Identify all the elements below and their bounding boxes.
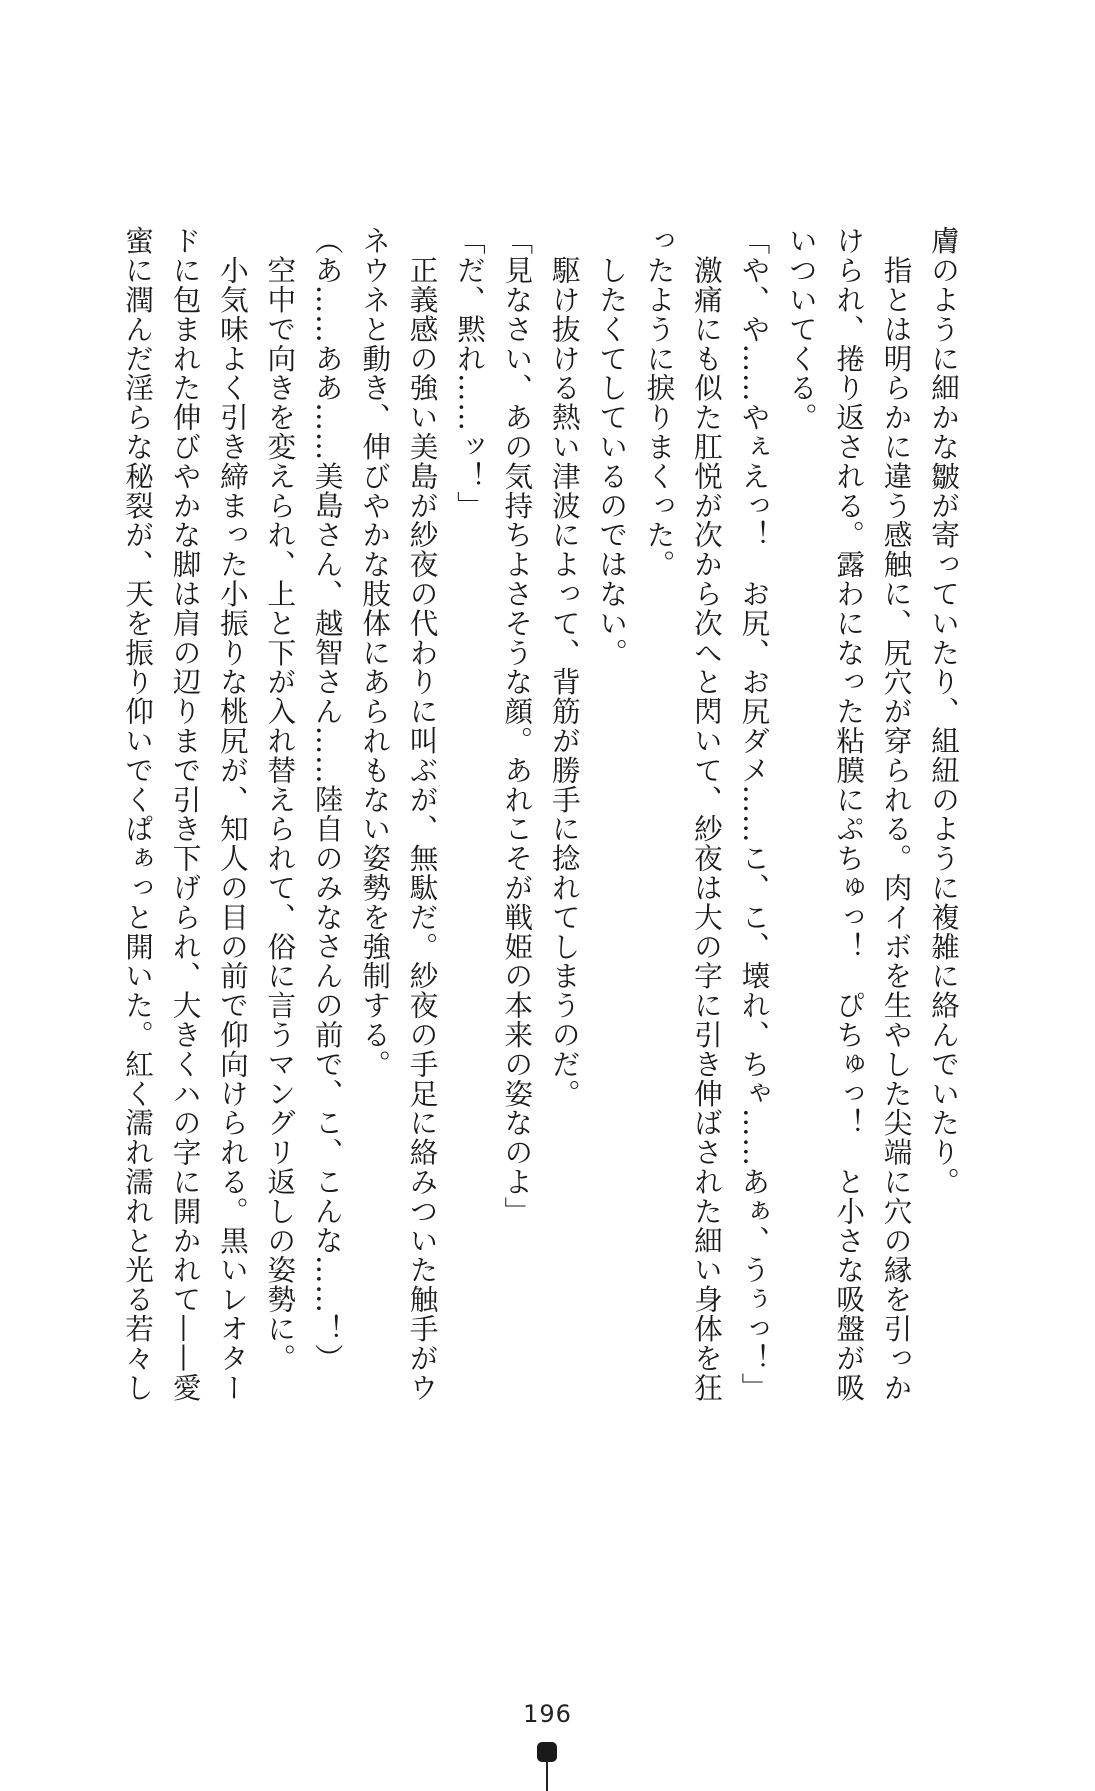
text-line: 指とは明らかに違う感触に、尻穴が穿られる。肉イボを生やした尖端に穴の縁を引っか (879, 226, 914, 1402)
page-marker-ornament (537, 1742, 557, 1762)
text-line: 正義感の強い美島が紗夜の代わりに叫ぶが、無駄だ。紗夜の手足に絡みついた触手がウ (405, 226, 440, 1402)
text-line: 激痛にも似た肛悦が次から次へと閃いて、紗夜は大の字に引き伸ばされた細い身体を狂 (689, 226, 724, 1402)
text-line: けられ、捲り返される。露わになった粘膜にぷちゅっ！ ぴちゅっ！ と小さな吸盤が吸 (832, 226, 867, 1402)
text-line: したくてしているのではない。 (595, 226, 630, 667)
text-line: ドに包まれた伸びやかな脚は肩の辺りまで引き下げられ、大きくハの字に開かれて——愛 (168, 226, 203, 1402)
text-line: いついてくる。 (784, 226, 819, 432)
vertical-text-block (114, 226, 967, 1416)
text-line: 小気味よく引き締まった小振りな桃尻が、知人の目の前で仰向けられる。黒いレオター (215, 226, 250, 1402)
page-divider-line (546, 1760, 548, 1791)
text-line: 空中で向きを変えられ、上と下が入れ替えられて、俗に言うマングリ返しの姿勢に。 (263, 226, 298, 1373)
text-line: 蜜に潤んだ淫らな秘裂が、天を振り仰いでくぱぁっと開いた。紅く濡れ濡れと光る若々し (121, 226, 156, 1402)
text-line: 「だ、黙れ……ッ！」 (452, 226, 487, 520)
text-line: 「や、や……やぇえっ！ お尻、お尻ダメ……こ、こ、壊れ、ちゃ……あぁ、うぅっ！」 (737, 226, 772, 1402)
text-line: 駆け抜ける熱い津波によって、背筋が勝手に捻れてしまうのだ。 (547, 226, 582, 1108)
text-line: （あ……ああ……美島さん、越智さん……陸自のみなさんの前で、こ、こんな……！） (310, 226, 345, 1373)
text-line: 「見なさい、あの気持ちよさそうな顔。あれこそが戦姫の本来の姿なのよ」 (500, 226, 535, 1226)
text-line: 膚のように細かな皺が寄っていたり、組紐のように複雑に絡んでいたり。 (927, 226, 961, 1197)
text-line: ネウネと動き、伸びやかな肢体にあられもない姿勢を強制する。 (358, 226, 393, 1079)
page-number: 196 (523, 1700, 572, 1728)
text-line: ったように捩りまくった。 (642, 226, 677, 579)
